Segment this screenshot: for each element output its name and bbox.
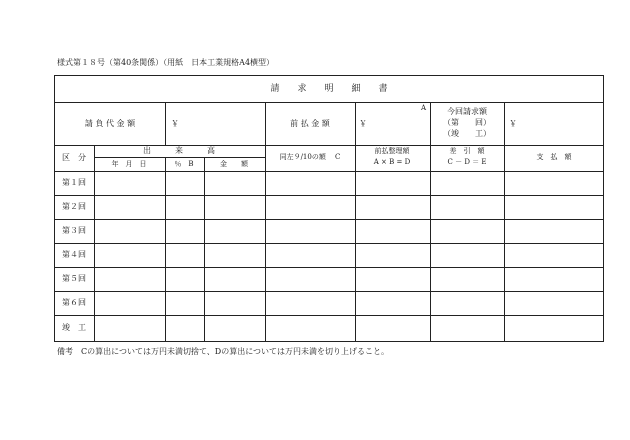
advance-amount-field[interactable]: ￥ bbox=[359, 119, 367, 128]
difference-formula: C － D ＝ E bbox=[447, 158, 487, 166]
this-claim-completion: （竣 工） bbox=[443, 129, 491, 138]
date-header: 年 月 日 bbox=[111, 160, 147, 168]
row-line bbox=[54, 267, 604, 268]
row-line bbox=[54, 195, 604, 196]
col-line bbox=[430, 102, 431, 145]
row-label-2: 第２回 bbox=[62, 202, 86, 211]
dekidaka-subheader-divider bbox=[94, 157, 265, 158]
row-label-4: 第４回 bbox=[62, 250, 86, 259]
form-header-note: 様式第１８号（第40条関係）（用紙 日本工業規格A4横型） bbox=[57, 58, 275, 67]
kubun-header: 区 分 bbox=[62, 153, 86, 162]
col-line bbox=[204, 157, 205, 342]
this-claim-field[interactable]: ￥ bbox=[509, 119, 517, 128]
col-line bbox=[504, 145, 505, 342]
row-line bbox=[54, 219, 604, 220]
amount-header: 金 額 bbox=[220, 160, 248, 168]
title-divider bbox=[54, 102, 604, 103]
nine-tenths-header: 同左９/10の額 C bbox=[279, 153, 341, 161]
row-line bbox=[54, 315, 604, 316]
header-bottom-line bbox=[54, 171, 604, 172]
row-line bbox=[54, 243, 604, 244]
this-claim-label: 今回請求額 bbox=[447, 107, 487, 116]
col-line bbox=[94, 145, 95, 342]
form-border bbox=[54, 75, 604, 342]
advance-amount-label: 前 払 金 額 bbox=[290, 119, 330, 128]
col-line bbox=[165, 102, 166, 145]
claim-statement-form bbox=[54, 75, 604, 342]
difference-header: 差 引 額 bbox=[449, 147, 485, 155]
col-line bbox=[504, 102, 505, 145]
advance-adjust-formula: A × B = D bbox=[373, 158, 411, 166]
mark-a: A bbox=[421, 104, 427, 112]
row-label-5: 第５回 bbox=[62, 274, 86, 283]
footer-remark: 備考 Cの算出については万円未満切捨て、Dの算出については万円未満を切り上げること。 bbox=[57, 347, 390, 356]
row-label-6: 第６回 bbox=[62, 298, 86, 307]
percent-header: ％ B bbox=[174, 160, 194, 168]
this-claim-round: （第 回） bbox=[443, 118, 491, 127]
row-label-3: 第３回 bbox=[62, 226, 86, 235]
col-line bbox=[355, 145, 356, 342]
payment-header: 支 払 額 bbox=[536, 153, 572, 161]
row1-divider bbox=[54, 145, 604, 146]
contract-amount-label: 請 負 代 金 額 bbox=[84, 119, 136, 128]
contract-amount-field[interactable]: ￥ bbox=[171, 119, 179, 128]
dekidaka-header: 出 来 高 bbox=[143, 146, 215, 155]
col-line bbox=[265, 102, 266, 145]
row-line bbox=[54, 291, 604, 292]
advance-adjust-header: 前払整理額 bbox=[374, 147, 410, 155]
row-label-1: 第１回 bbox=[62, 178, 86, 187]
col-line bbox=[165, 157, 166, 342]
col-line bbox=[355, 102, 356, 145]
col-line bbox=[430, 145, 431, 342]
form-title: 請 求 明 細 書 bbox=[270, 84, 388, 94]
row-label-completion: 竣 工 bbox=[62, 323, 86, 332]
col-line bbox=[265, 145, 266, 342]
